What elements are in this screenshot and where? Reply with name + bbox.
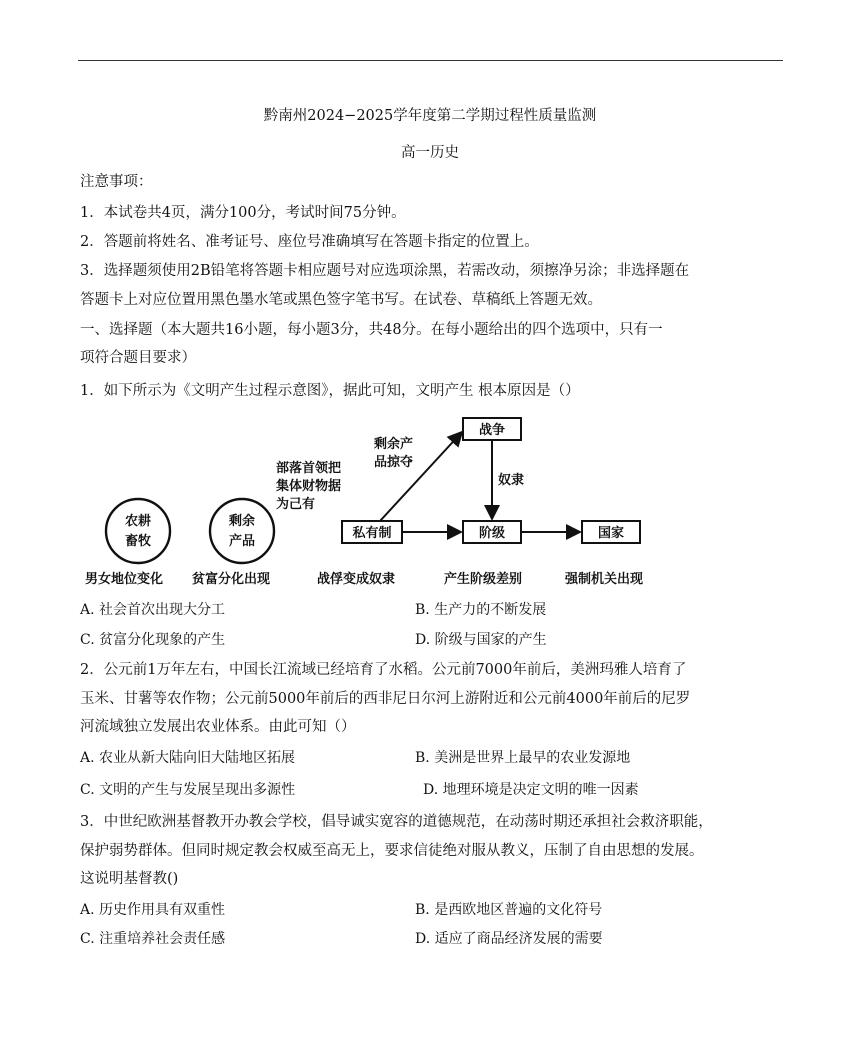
label-chief-2: 集体财物据: [276, 479, 342, 494]
question-3-line-3: 这说明基督教(): [80, 871, 179, 887]
question-2-line-1: 2．公元前1万年左右，中国长江流域已经培育了水稻。公元前7000年前后，美洲玛雅人培育了: [80, 662, 687, 678]
notice-item-3-cont: 答题卡上对应位置用黑色墨水笔或黑色签字笔书写。在试卷、草稿纸上答题无效。: [80, 292, 602, 308]
q1-option-b[interactable]: B. 生产力的不断发展: [415, 602, 547, 618]
q3-option-d[interactable]: D. 适应了商品经济发展的需要: [415, 931, 603, 947]
question-1-stem: 1．如下所示为《文明产生过程示意图》，据此可知，文明产生 根本原因是（）: [80, 383, 580, 399]
q2-option-b[interactable]: B. 美洲是世界上最早的农业发源地: [415, 750, 631, 766]
notice-item-2: 2．答题前将姓名、准考证号、座位号准确填写在答题卡指定的位置上。: [80, 234, 539, 250]
label-plunder-2: 品掠夺: [374, 455, 414, 470]
q2-option-a[interactable]: A. 农业从新大陆向旧大陆地区拓展: [80, 750, 296, 766]
civilization-process-diagram: [80, 410, 680, 595]
circle-farming-text-1: 农耕: [124, 514, 152, 529]
circle-farming: [106, 499, 170, 563]
q3-option-c[interactable]: C. 注重培养社会责任感: [80, 931, 226, 947]
box-state-text: 国家: [597, 526, 625, 541]
page-subtitle: 高一历史: [401, 145, 459, 161]
label-chief-1: 部落首领把: [276, 461, 342, 476]
top-rule: [78, 60, 783, 61]
question-2-line-3: 河流域独立发展出农业体系。由此可知（）: [80, 719, 356, 735]
q2-option-c[interactable]: C. 文明的产生与发展呈现出多源性: [80, 782, 296, 798]
label-slave: 奴隶: [498, 473, 525, 488]
notice-item-1: 1．本试卷共4页，满分100分，考试时间75分钟。: [80, 205, 406, 221]
q1-option-a[interactable]: A. 社会首次出现大分工: [80, 602, 226, 618]
caption-captives-slaves: 战俘变成奴隶: [317, 572, 396, 587]
q1-option-c[interactable]: C. 贫富分化现象的产生: [80, 632, 226, 648]
q3-option-a[interactable]: A. 历史作用具有双重性: [80, 902, 226, 918]
box-war-text: 战争: [478, 423, 506, 438]
caption-gender-status: 男女地位变化: [85, 572, 164, 587]
question-2-line-2: 玉米、甘薯等农作物；公元前5000年前后的西非尼日尔河上游附近和公元前4000年前后的尼罗: [80, 691, 691, 707]
box-class-text: 阶级: [478, 526, 506, 541]
caption-class-difference: 产生阶级差别: [444, 572, 523, 587]
circle-farming-text-2: 畜牧: [124, 534, 152, 549]
notice-heading: 注意事项：: [80, 174, 153, 190]
section-heading-cont: 项符合题目要求）: [80, 350, 196, 366]
q1-option-d[interactable]: D. 阶级与国家的产生: [415, 632, 547, 648]
caption-coercive-organs: 强制机关出现: [565, 572, 644, 587]
question-3-line-1: 3．中世纪欧洲基督教开办教会学校，倡导诚实宽容的道德规范，在动荡时期还承担社会救济职能，: [80, 814, 713, 830]
q2-option-d[interactable]: D. 地理环境是决定文明的唯一因素: [423, 782, 639, 798]
page-title: 黔南州2024−2025学年度第二学期过程性质量监测: [263, 108, 597, 124]
circle-surplus-text-2: 产品: [228, 534, 256, 549]
caption-wealth-gap: 贫富分化出现: [192, 572, 271, 587]
label-chief-3: 为己有: [276, 497, 316, 512]
q3-option-b[interactable]: B. 是西欧地区普遍的文化符号: [415, 902, 603, 918]
label-plunder-1: 剩余产: [374, 437, 414, 452]
circle-surplus: [210, 499, 274, 563]
circle-surplus-text-1: 剩余: [228, 514, 256, 529]
notice-item-3: 3．选择题须使用2B铅笔将答题卡相应题号对应选项涂黑，若需改动，须擦净另涂；非选择题在: [80, 263, 690, 279]
box-private-text: 私有制: [352, 526, 392, 541]
section-heading: 一、选择题（本大题共16小题，每小题3分，共48分。在每小题给出的四个选项中，只有一: [80, 322, 663, 338]
question-3-line-2: 保护弱势群体。但同时规定教会权威至高无上，要求信徒绝对服从教义，压制了自由思想的发展。: [80, 843, 704, 859]
